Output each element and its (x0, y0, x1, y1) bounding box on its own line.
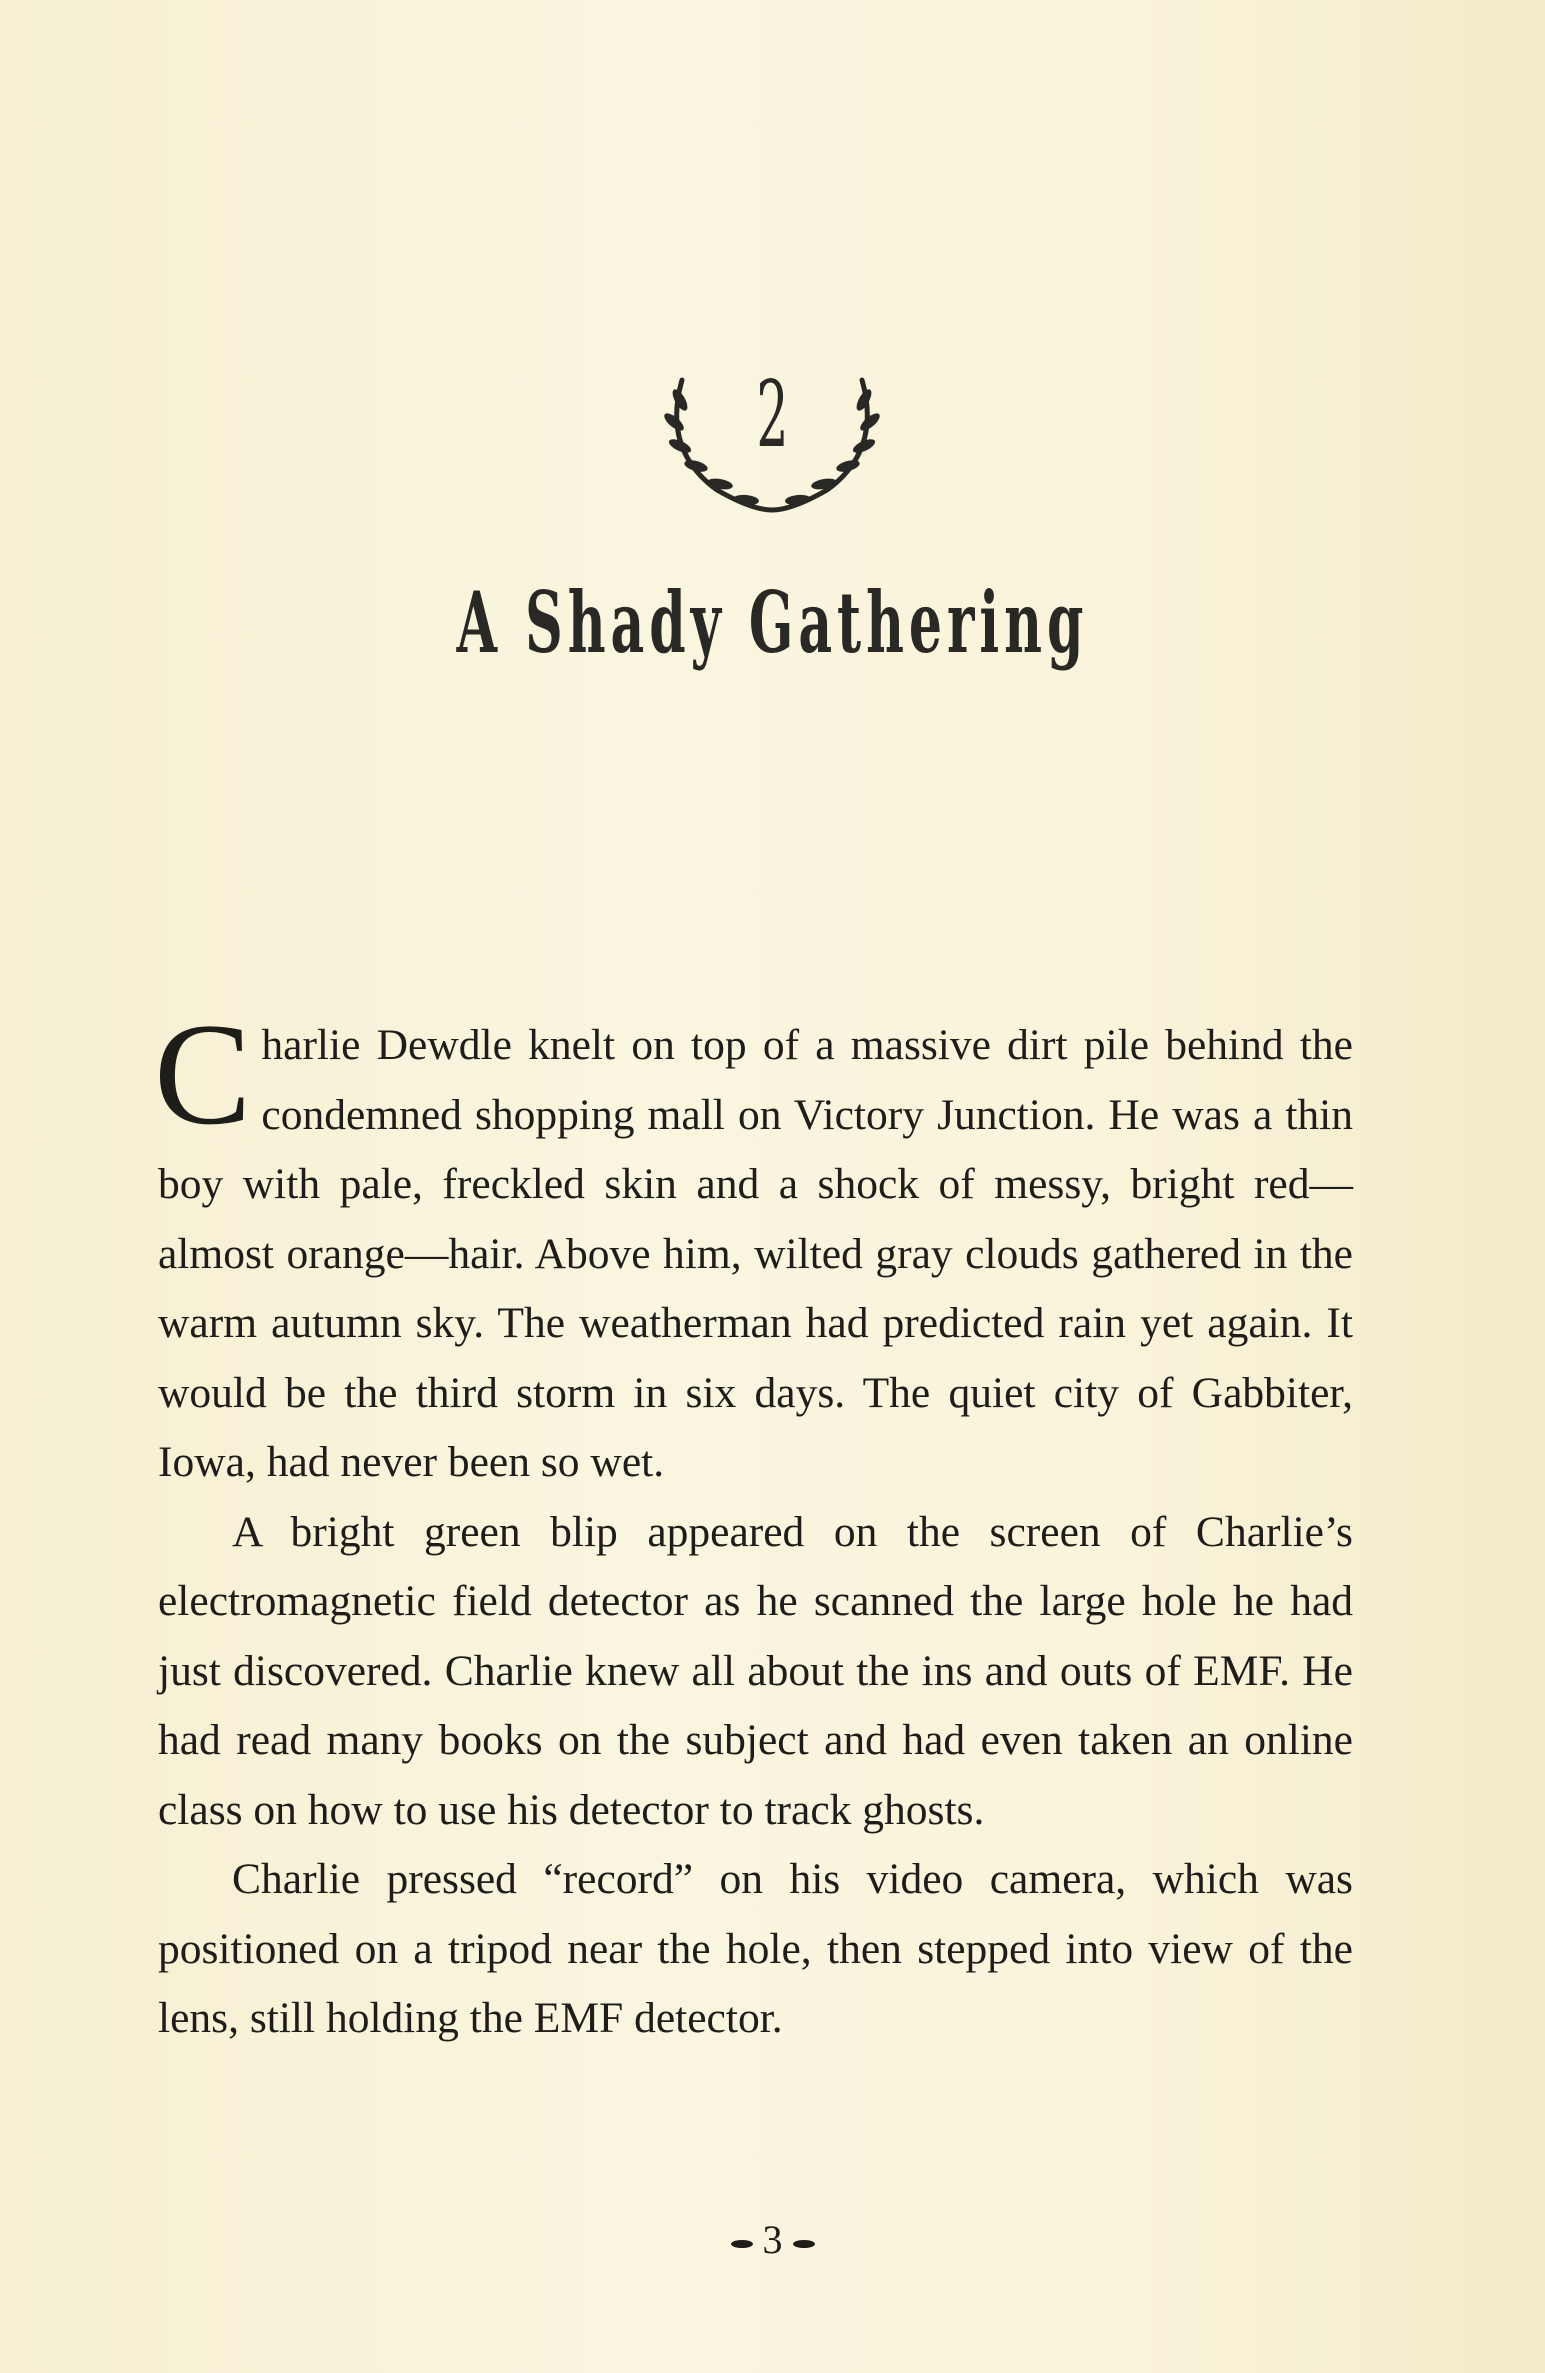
paragraph-1 (154, 993, 1353, 1498)
page-folio (0, 2215, 1545, 2265)
folio-left-ornament-icon (731, 2240, 753, 2248)
paragraph-2: A bright green blip appeared on the screen of Charlie’s electromagnetic field detector as he scanned the large hole he had just discovered. Charlie knew all about the ins and outs of EMF. He had read many books on the subject and had even taken an online class on how to use his detector to track ghosts. (158, 1507, 1353, 1834)
chapter-body (154, 993, 1353, 2054)
chapter-title: A Shady Gathering (456, 573, 1089, 672)
paragraph-3: Charlie pressed “record” on his video camera, which was positioned on a tripod near the hole, then stepped into view of the lens, still holding the EMF detector. (158, 1855, 1353, 2042)
chapter-number: 2 (756, 361, 789, 468)
folio-right-ornament-icon (793, 2240, 815, 2248)
paragraph-1-text: harlie Dewdle knelt on top of a massive dirt pile behind the condemned shopping mall on Victory Junction. He was a thin boy with pale, freckled skin and a shock of messy, bright red—almost orange—hair. Above him, wilted gray clouds gathered in the warm autumn sky. The weatherman had predicted rain yet again. It would be the third storm in six days. The quiet city of Gabbiter, Iowa, had never been so wet. (158, 1021, 1353, 1486)
drop-cap: C (154, 993, 252, 1155)
page-number: 3 (762, 2217, 783, 2262)
